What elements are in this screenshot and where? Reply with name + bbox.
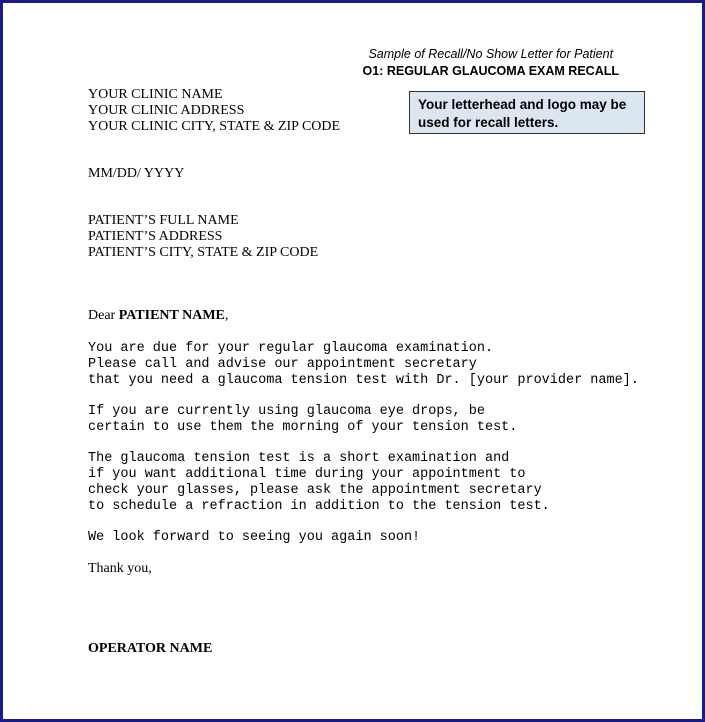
greeting-patient-name: PATIENT NAME — [118, 308, 225, 323]
signature — [88, 641, 212, 657]
paragraph-4 — [88, 530, 420, 546]
paragraph-line: Please call and advise our appointment secretary — [88, 357, 477, 372]
date-text: MM/DD/ YYYY — [88, 166, 185, 181]
paragraph-3 — [88, 451, 550, 515]
patient-address-block — [88, 213, 318, 261]
clinic-address-block — [88, 87, 340, 135]
paragraph-line: that you need a glaucoma tension test with Dr. [your provider name]. — [88, 373, 639, 388]
closing-text: Thank you, — [88, 561, 152, 576]
paragraph-line: check your glasses, please ask the appointment secretary — [88, 483, 542, 498]
note-line-1: Your letterhead and logo may be — [418, 97, 627, 112]
paragraph-line: We look forward to seeing you again soon! — [88, 530, 421, 545]
paragraph-line: The glaucoma tension test is a short examination and — [88, 451, 510, 466]
greeting-suffix: , — [224, 308, 229, 323]
greeting-prefix: Dear — [88, 308, 119, 323]
paragraph-line: certain to use them the morning of your tension test. — [88, 420, 518, 435]
note-line-2: used for recall letters. — [418, 115, 559, 130]
clinic-address: YOUR CLINIC ADDRESS — [88, 103, 245, 118]
letterhead-note-box — [409, 91, 645, 134]
paragraph-line: You are due for your regular glaucoma examination. — [88, 341, 494, 356]
letter-code: O1: REGULAR GLAUCOMA EXAM RECALL — [362, 64, 619, 78]
paragraph-1 — [88, 341, 639, 389]
letter-date — [88, 166, 184, 182]
patient-name: PATIENT’S FULL NAME — [88, 213, 239, 228]
greeting — [88, 308, 228, 324]
clinic-name: YOUR CLINIC NAME — [88, 87, 223, 102]
patient-address: PATIENT’S ADDRESS — [88, 229, 223, 244]
paragraph-2 — [88, 404, 517, 436]
sample-title: Sample of Recall/No Show Letter for Patient — [368, 47, 614, 61]
signature-text: OPERATOR NAME — [88, 641, 213, 656]
paragraph-line: If you are currently using glaucoma eye drops, be — [88, 404, 485, 419]
patient-city: PATIENT’S CITY, STATE & ZIP CODE — [88, 245, 319, 260]
closing — [88, 561, 152, 577]
paragraph-line: if you want additional time during your appointment to — [88, 467, 526, 482]
paragraph-line: to schedule a refraction in addition to the tension test. — [88, 499, 550, 514]
clinic-city: YOUR CLINIC CITY, STATE & ZIP CODE — [88, 119, 341, 134]
letter-header — [363, 46, 619, 80]
